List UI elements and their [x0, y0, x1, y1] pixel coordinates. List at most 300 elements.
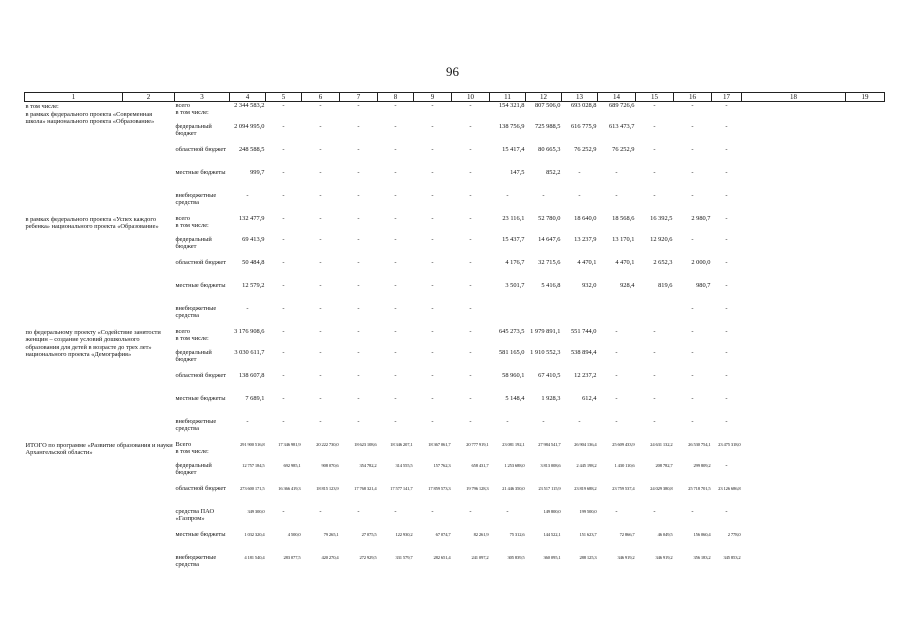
value-cell: 581 165,0 [498, 348, 525, 356]
value-cell: - [469, 122, 472, 130]
value-cell: 288 125,3 [579, 554, 597, 560]
value-cell: - [431, 214, 434, 222]
value-cell: - [357, 417, 360, 425]
column-header: 18 [742, 93, 846, 102]
funding-source: областной бюджет [175, 258, 226, 266]
empty-cell [742, 192, 846, 215]
value-cell: - [246, 417, 249, 425]
value-cell [526, 305, 562, 328]
value-cell: - [394, 417, 397, 425]
value-cell: 18 568,6 [612, 214, 635, 222]
funding-source: Всего в том числе: [175, 440, 209, 455]
value-cell: 154 321,8 [498, 102, 525, 109]
value-cell: 2 445 198,2 [576, 462, 597, 468]
value-cell: - [653, 327, 656, 335]
value-cell: - [394, 191, 397, 199]
program-name: ИТОГО по программе «Развитие образования и науки Архангельской области» [25, 441, 173, 457]
value-cell: - [319, 191, 322, 199]
value-cell: - [653, 122, 656, 130]
column-header: 4 [230, 93, 266, 102]
value-cell: 199 500,0 [579, 508, 597, 514]
value-cell: - [282, 417, 285, 425]
value-cell: - [282, 327, 285, 335]
empty-cell [846, 282, 885, 305]
value-cell: - [725, 348, 728, 356]
value-cell: - [394, 371, 397, 379]
value-cell: 299 809,2 [693, 462, 711, 468]
value-cell: - [431, 281, 434, 289]
value-cell: 122 930,2 [395, 531, 413, 537]
value-cell: 17 346 981,9 [278, 441, 301, 447]
empty-cell [846, 215, 885, 236]
value-cell: - [394, 102, 397, 109]
value-cell: - [725, 281, 728, 289]
value-cell: - [319, 394, 322, 402]
value-cell: - [319, 214, 322, 222]
value-cell: - [691, 122, 694, 130]
value-cell: - [431, 304, 434, 312]
funding-source: областной бюджет [175, 145, 226, 153]
value-cell: 79 265,1 [323, 531, 339, 537]
value-cell: 16 392,5 [650, 214, 673, 222]
value-cell: 67 410,5 [538, 371, 561, 379]
value-cell: - [469, 168, 472, 176]
value-cell: - [725, 145, 728, 153]
funding-source: внебюджетные средства [175, 417, 217, 432]
value-cell: - [431, 191, 434, 199]
column-header: 17 [712, 93, 742, 102]
value-cell: 354 782,2 [359, 462, 377, 468]
value-cell: 5 148,4 [505, 394, 525, 402]
empty-cell [846, 349, 885, 372]
value-cell: - [282, 304, 285, 312]
value-cell: 16 366 419,3 [278, 485, 301, 491]
value-cell: - [725, 417, 728, 425]
value-cell: - [282, 122, 285, 130]
value-cell: 75 312,6 [509, 531, 525, 537]
empty-cell [742, 305, 846, 328]
value-cell: - [357, 394, 360, 402]
value-cell: 3 030 611,7 [234, 348, 265, 356]
value-cell: - [691, 507, 694, 515]
value-cell: - [615, 191, 618, 199]
value-cell: 23 116,1 [502, 214, 525, 222]
value-cell: 58 960,1 [502, 371, 525, 379]
value-cell: 3 176 908,6 [234, 327, 265, 335]
funding-source: средства ПАО «Газпром» [175, 507, 215, 522]
value-cell: 25 718 701,5 [688, 485, 711, 491]
value-cell: 19 796 128,3 [466, 485, 489, 491]
value-cell: - [691, 191, 694, 199]
column-header: 5 [266, 93, 302, 102]
value-cell: - [431, 371, 434, 379]
value-cell: - [357, 102, 360, 109]
value-cell: 23 081 192,1 [502, 441, 525, 447]
value-cell: - [725, 168, 728, 176]
value-cell: 420 270,4 [321, 554, 339, 560]
funding-source: федеральный бюджет [175, 235, 212, 250]
value-cell: 4 181 540,4 [244, 554, 265, 560]
value-cell: - [319, 417, 322, 425]
program-name: по федеральному проекту «Содействие занятости женщин – создание условий дошкольного образования для детей в возрасте до трех лет» национального проекта «Демография» [25, 328, 161, 359]
value-cell: - [615, 327, 618, 335]
value-cell: - [319, 235, 322, 243]
value-cell: 138 607,8 [238, 371, 265, 379]
value-cell: - [357, 214, 360, 222]
value-cell: 26 530 754,1 [688, 441, 711, 447]
value-cell: 346 919,2 [617, 554, 635, 560]
value-cell: - [282, 214, 285, 222]
empty-cell [846, 146, 885, 169]
value-cell: - [357, 122, 360, 130]
value-cell: 21 446 350,0 [502, 485, 525, 491]
funding-source: местные бюджеты [175, 530, 226, 538]
value-cell: 12 237,2 [574, 371, 597, 379]
value-cell: - [394, 145, 397, 153]
value-cell: - [282, 168, 285, 176]
value-cell: - [357, 327, 360, 335]
value-cell: 46 049,5 [657, 531, 673, 537]
value-cell: - [469, 281, 472, 289]
value-cell: 7 689,1 [245, 394, 265, 402]
value-cell: 27 984 541,7 [538, 441, 561, 447]
value-cell: - [691, 145, 694, 153]
empty-cell [742, 418, 846, 441]
value-cell: - [725, 507, 728, 515]
program-name: в том числе: в рамках федерального проекта «Современная школа» национального проекта «Образование» [25, 103, 155, 126]
empty-cell [846, 328, 885, 349]
value-cell: - [319, 327, 322, 335]
value-cell: - [653, 417, 656, 425]
value-cell: - [319, 102, 322, 109]
column-header-row [25, 93, 885, 102]
value-cell: 692 985,1 [283, 462, 301, 468]
empty-cell [846, 395, 885, 418]
value-cell: - [469, 102, 472, 109]
column-header: 10 [452, 93, 490, 102]
value-cell: 2 000,0 [691, 258, 711, 266]
value-cell: - [615, 394, 618, 402]
value-cell [636, 305, 674, 328]
value-cell: - [282, 235, 285, 243]
value-cell: 345 853,2 [723, 554, 741, 560]
value-cell: - [431, 327, 434, 335]
value-cell: 613 473,7 [608, 122, 635, 130]
value-cell: - [469, 191, 472, 199]
value-cell: 1 979 891,1 [530, 327, 561, 335]
empty-cell [742, 123, 846, 146]
value-cell: - [357, 507, 360, 515]
funding-source: местные бюджеты [175, 281, 226, 289]
value-cell: 18 623 108,6 [354, 441, 377, 447]
funding-source: федеральный бюджет [175, 461, 212, 476]
table-row [25, 102, 885, 123]
empty-cell [846, 305, 885, 328]
table-row [25, 215, 885, 236]
value-cell: 314 555,5 [395, 462, 413, 468]
value-cell: 2 094 995,0 [234, 122, 265, 130]
value-cell: - [357, 191, 360, 199]
value-cell: - [653, 394, 656, 402]
value-cell: 147,5 [510, 168, 525, 176]
value-cell: - [282, 371, 285, 379]
empty-cell [846, 259, 885, 282]
value-cell: 14 647,6 [538, 235, 561, 243]
value-cell: - [282, 507, 285, 515]
value-cell: - [357, 235, 360, 243]
value-cell: - [615, 348, 618, 356]
value-cell: 807 506,0 [534, 102, 561, 109]
empty-cell [742, 554, 846, 577]
value-cell: - [615, 507, 618, 515]
value-cell: 82 261,9 [473, 531, 489, 537]
value-cell: 208 782,7 [655, 462, 673, 468]
value-cell: 3 813 008,6 [540, 462, 561, 468]
value-cell: 4 176,7 [505, 258, 525, 266]
value-cell: - [282, 258, 285, 266]
value-cell: 272 929,5 [359, 554, 377, 560]
funding-source: внебюджетные средства [175, 304, 217, 319]
column-header: 13 [562, 93, 598, 102]
value-cell: - [357, 258, 360, 266]
value-cell: - [282, 348, 285, 356]
value-cell: 4 500,0 [287, 531, 301, 537]
value-cell: 291 900 516,8 [240, 441, 265, 447]
value-cell: - [319, 122, 322, 130]
value-cell: 331 579,7 [395, 554, 413, 560]
funding-source: местные бюджеты [175, 168, 226, 176]
empty-cell [846, 462, 885, 485]
value-cell: - [506, 507, 509, 515]
value-cell: 5 416,8 [541, 281, 561, 289]
value-cell: - [691, 348, 694, 356]
funding-source: внебюджетные средства [175, 191, 217, 206]
empty-cell [846, 508, 885, 531]
value-cell: 18 640,0 [574, 214, 597, 222]
value-cell: 689 726,6 [608, 102, 635, 109]
value-cell: - [282, 281, 285, 289]
value-cell: 18 367 061,7 [428, 441, 451, 447]
value-cell: - [469, 145, 472, 153]
value-cell: 12 757 184,5 [242, 462, 265, 468]
value-cell: - [394, 258, 397, 266]
value-cell: - [578, 168, 581, 176]
value-cell: 156 060,4 [693, 531, 711, 537]
value-cell: - [725, 102, 728, 109]
value-cell: - [691, 168, 694, 176]
value-cell: - [469, 258, 472, 266]
value-cell: 27 075,5 [361, 531, 377, 537]
value-cell: - [469, 507, 472, 515]
empty-cell [742, 508, 846, 531]
value-cell: 999,7 [250, 168, 265, 176]
value-cell: - [431, 417, 434, 425]
column-header: 7 [340, 93, 378, 102]
value-cell: - [282, 191, 285, 199]
value-cell: 25 609 433,9 [612, 441, 635, 447]
value-cell: - [394, 304, 397, 312]
value-cell: - [691, 417, 694, 425]
value-cell: - [319, 348, 322, 356]
value-cell: - [725, 235, 728, 243]
value-cell: - [431, 348, 434, 356]
value-cell: 23 517 115,9 [538, 485, 561, 491]
value-cell: - [542, 417, 545, 425]
value-cell: - [506, 191, 509, 199]
value-cell: 538 894,4 [570, 348, 597, 356]
value-cell: 17 768 321,4 [354, 485, 377, 491]
value-cell: 18 346 207,1 [390, 441, 413, 447]
value-cell: - [357, 281, 360, 289]
empty-cell [846, 531, 885, 554]
value-cell: - [653, 145, 656, 153]
value-cell: 13 170,1 [612, 235, 635, 243]
value-cell: - [394, 235, 397, 243]
value-cell: - [653, 191, 656, 199]
value-cell: 32 715,6 [538, 258, 561, 266]
column-header: 15 [636, 93, 674, 102]
value-cell [562, 305, 598, 328]
value-cell: - [469, 235, 472, 243]
funding-source: всего в том числе: [175, 214, 209, 229]
empty-cell [742, 282, 846, 305]
value-cell: - [394, 507, 397, 515]
value-cell: 151 623,7 [579, 531, 597, 537]
value-cell: 908 070,6 [321, 462, 339, 468]
value-cell: - [431, 102, 434, 109]
value-cell: - [357, 145, 360, 153]
empty-cell [846, 169, 885, 192]
table-row [25, 328, 885, 349]
value-cell: - [394, 327, 397, 335]
value-cell: - [431, 507, 434, 515]
value-cell: 241 097,2 [471, 554, 489, 560]
value-cell: - [469, 394, 472, 402]
funding-source: внебюджетные средства [175, 553, 217, 568]
value-cell: 15 417,4 [502, 145, 525, 153]
value-cell: 24 631 132,2 [650, 441, 673, 447]
value-cell: 23 819 688,2 [574, 485, 597, 491]
value-cell: - [725, 191, 728, 199]
value-cell: - [357, 348, 360, 356]
value-cell: - [653, 507, 656, 515]
value-cell: 346 919,2 [655, 554, 673, 560]
empty-cell [742, 146, 846, 169]
value-cell: 819,6 [658, 281, 673, 289]
value-cell: - [469, 348, 472, 356]
value-cell: 273 600 171,5 [240, 485, 265, 491]
column-header: 11 [490, 93, 526, 102]
value-cell: - [394, 122, 397, 130]
value-cell: - [615, 371, 618, 379]
value-cell: 2 980,7 [691, 214, 711, 222]
value-cell: - [691, 394, 694, 402]
value-cell: 76 252,9 [574, 145, 597, 153]
funding-source: областной бюджет [175, 484, 226, 492]
funding-source: федеральный бюджет [175, 122, 212, 137]
value-cell: 52 780,0 [538, 214, 561, 222]
value-cell: 2 778,0 [727, 531, 741, 537]
empty-cell [742, 259, 846, 282]
value-cell: - [431, 168, 434, 176]
value-cell: - [506, 417, 509, 425]
value-cell: - [691, 371, 694, 379]
value-cell: 132 477,9 [238, 214, 265, 222]
column-header: 14 [598, 93, 636, 102]
value-cell: 17 577 141,7 [390, 485, 413, 491]
value-cell: - [319, 507, 322, 515]
value-cell: 283 077,5 [283, 554, 301, 560]
value-cell: - [282, 102, 285, 109]
table-row [25, 441, 885, 462]
column-header: 6 [302, 93, 340, 102]
value-cell: 20 222 730,0 [316, 441, 339, 447]
value-cell: 1 430 110,6 [614, 462, 635, 468]
value-cell: - [246, 191, 249, 199]
value-cell: - [542, 191, 545, 199]
value-cell: 149 800,0 [543, 508, 561, 514]
value-cell: 23 759 537,4 [612, 485, 635, 491]
value-cell: - [431, 145, 434, 153]
column-header: 12 [526, 93, 562, 102]
value-cell: 1 910 552,3 [530, 348, 561, 356]
value-cell: 23 126 686,8 [718, 485, 741, 491]
value-cell: 72 866,7 [619, 531, 635, 537]
value-cell: 356 183,2 [693, 554, 711, 560]
value-cell: 17 859 573,3 [428, 485, 451, 491]
value-cell: - [469, 327, 472, 335]
empty-cell [846, 236, 885, 259]
value-cell: - [319, 304, 322, 312]
value-cell: - [431, 258, 434, 266]
empty-cell [846, 192, 885, 215]
value-cell: - [725, 214, 728, 222]
value-cell: - [394, 281, 397, 289]
value-cell: 20 777 919,1 [466, 441, 489, 447]
value-cell: 658 431,7 [471, 462, 489, 468]
value-cell: - [357, 304, 360, 312]
empty-cell [742, 441, 846, 462]
funding-source: всего в том числе: [175, 327, 209, 342]
value-cell: 18 815 123,9 [316, 485, 339, 491]
value-cell: - [394, 168, 397, 176]
value-cell: - [357, 168, 360, 176]
value-cell: 928,4 [620, 281, 635, 289]
empty-cell [742, 169, 846, 192]
value-cell: 612,4 [582, 394, 597, 402]
value-cell: - [319, 168, 322, 176]
value-cell: 248 588,5 [238, 145, 265, 153]
value-cell: 69 413,9 [242, 235, 265, 243]
value-cell: - [469, 371, 472, 379]
value-cell: - [725, 258, 728, 266]
value-cell: 138 756,9 [498, 122, 525, 130]
value-cell: 80 665,3 [538, 145, 561, 153]
column-header: 3 [175, 93, 230, 102]
value-cell: - [319, 145, 322, 153]
value-cell: 26 904 136,4 [574, 441, 597, 447]
empty-cell [846, 372, 885, 395]
page-number: 96 [446, 64, 459, 79]
value-cell: - [319, 258, 322, 266]
value-cell: 1 928,3 [541, 394, 561, 402]
value-cell: 2 652,3 [653, 258, 673, 266]
value-cell: - [319, 371, 322, 379]
value-cell: 3 501,7 [505, 281, 525, 289]
empty-cell [846, 418, 885, 441]
value-cell: 13 237,9 [574, 235, 597, 243]
value-cell: - [578, 417, 581, 425]
